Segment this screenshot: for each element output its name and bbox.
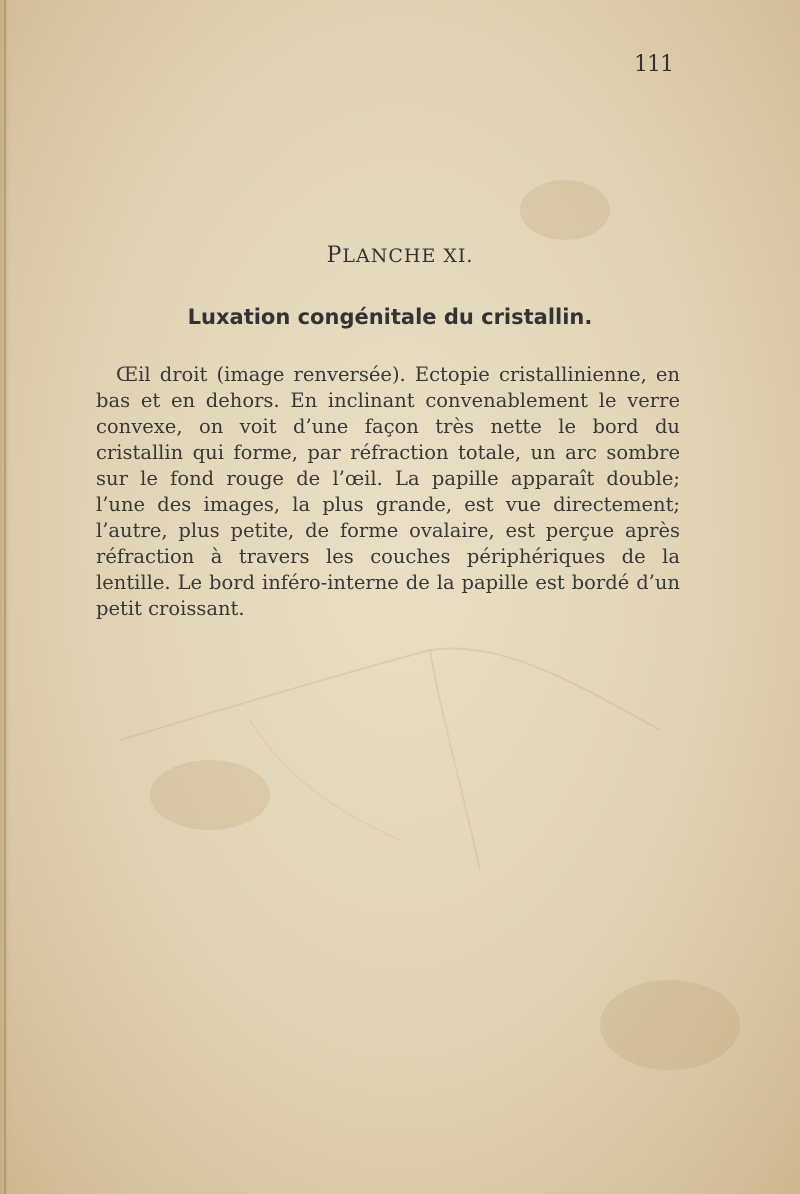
page-number: 111: [634, 52, 673, 77]
body-text: [96, 362, 680, 622]
plate-title-rest: LANCHE XI.: [342, 245, 474, 267]
binding-line: [4, 0, 6, 1194]
plate-title-initial: P: [326, 243, 343, 268]
plate-title: [0, 243, 800, 268]
paper-stain: [600, 980, 740, 1070]
section-heading: Luxation congénitale du cristallin.: [187, 305, 593, 329]
paper-stain: [520, 180, 610, 240]
faint-paper-show-through: [100, 620, 720, 920]
paragraph: Œil droit (image renversée). Ectopie cristallinienne, en bas et en dehors. En inclinant convenablement le verre convexe, on voit d’une façon très nette le bord du cristallin qui forme, par réfraction totale, un arc sombre sur le fond rouge de l’œil. La papille apparaît double; l’une des images, la plus grande, est vue directement; l’autre, plus petite, de forme ovalaire, est perçue après réfraction à travers les couches périphériques de la lentille. Le bord inféro-interne de la papille est bordé d’un petit croissant.: [96, 363, 680, 620]
